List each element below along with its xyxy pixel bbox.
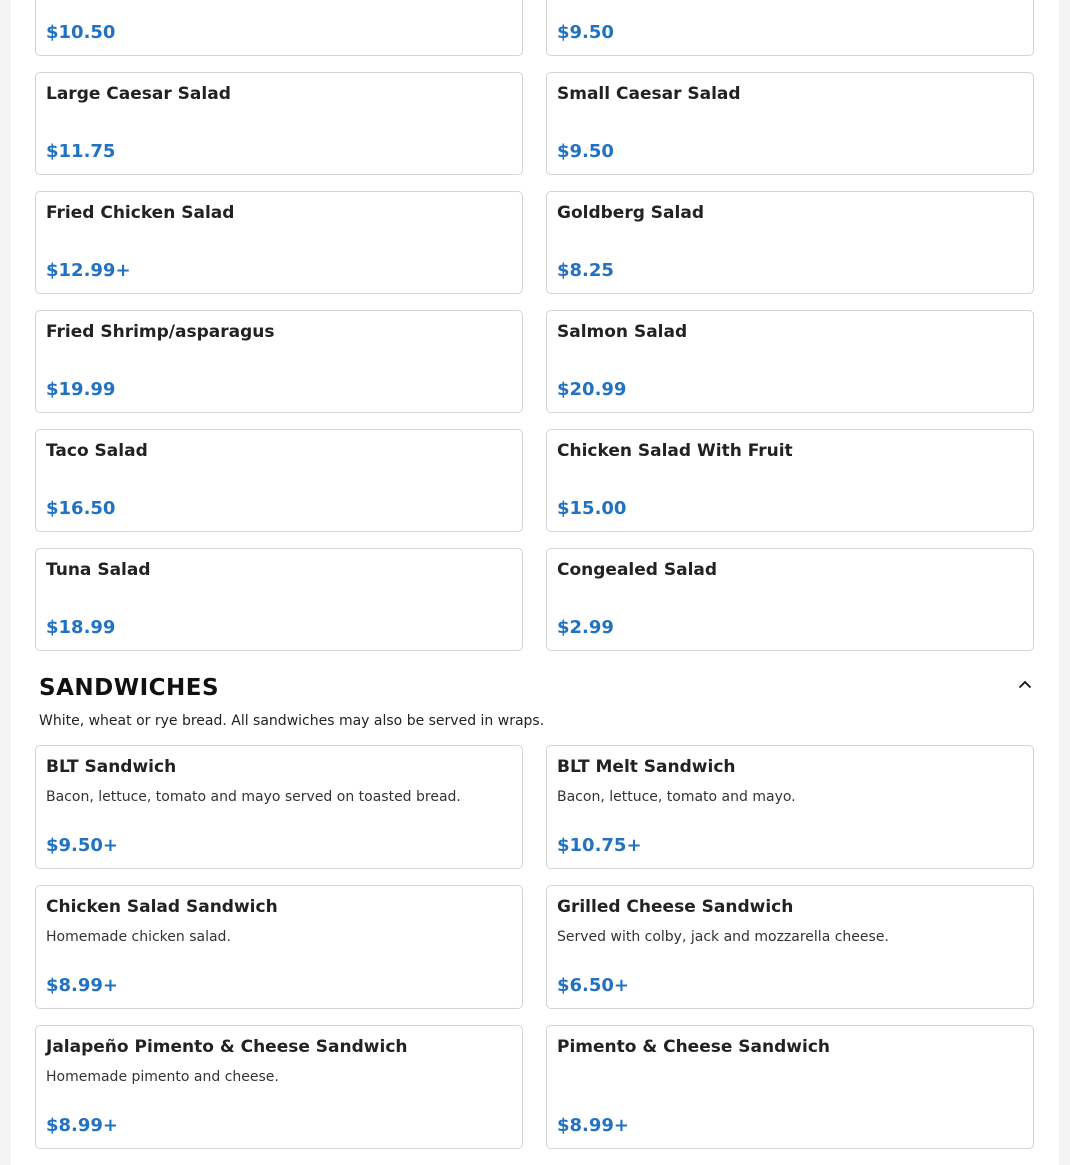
item-name: Chicken Salad With Fruit <box>557 441 793 461</box>
menu-page <box>11 0 1059 1165</box>
item-price: $16.50 <box>46 498 116 519</box>
item-name: Goldberg Salad <box>557 203 704 223</box>
item-price: $6.50+ <box>557 975 630 996</box>
item-name: BLT Melt Sandwich <box>557 757 736 777</box>
item-name: Small Caesar Salad <box>557 84 741 104</box>
item-price: $8.99+ <box>46 975 119 996</box>
menu-item-card[interactable] <box>546 429 1034 532</box>
item-name: Large Caesar Salad <box>46 84 231 104</box>
menu-item-card[interactable] <box>546 745 1034 869</box>
section-description: White, wheat or rye bread. All sandwiches may also be served in wraps. <box>39 713 545 729</box>
menu-item-card[interactable] <box>546 885 1034 1009</box>
menu-item-card[interactable] <box>35 429 523 532</box>
menu-item-card[interactable] <box>546 1025 1034 1149</box>
item-name: Congealed Salad <box>557 560 718 580</box>
item-name: Tuna Salad <box>46 560 151 580</box>
item-price: $10.50 <box>46 22 116 43</box>
menu-item-card[interactable] <box>35 885 523 1009</box>
item-price: $2.99 <box>557 617 614 638</box>
menu-item-card[interactable] <box>35 0 523 56</box>
item-name: Taco Salad <box>46 441 148 461</box>
item-price: $8.99+ <box>557 1115 630 1136</box>
item-name: Fried Shrimp/asparagus <box>46 322 275 342</box>
menu-item-card[interactable] <box>35 310 523 413</box>
item-name: Pimento & Cheese Sandwich <box>557 1037 831 1057</box>
item-name: Fried Chicken Salad <box>46 203 235 223</box>
item-price: $8.25 <box>557 260 614 281</box>
menu-item-card[interactable] <box>35 72 523 175</box>
collapse-section-button[interactable] <box>1011 672 1039 696</box>
menu-item-card[interactable] <box>35 191 523 294</box>
item-name: Jalapeño Pimento & Cheese Sandwich <box>46 1037 408 1057</box>
item-price: $9.50 <box>557 22 614 43</box>
item-price: $15.00 <box>557 498 627 519</box>
item-price: $11.75 <box>46 141 116 162</box>
item-name: Chicken Salad Sandwich <box>46 897 278 917</box>
item-description: Served with colby, jack and mozzarella cheese. <box>557 929 889 945</box>
item-description: Bacon, lettuce, tomato and mayo. <box>557 789 796 805</box>
salads-grid <box>35 0 1034 651</box>
item-description: Homemade chicken salad. <box>46 929 231 945</box>
item-price: $18.99 <box>46 617 116 638</box>
item-price: $19.99 <box>46 379 116 400</box>
menu-item-card[interactable] <box>35 745 523 869</box>
item-price: $20.99 <box>557 379 627 400</box>
item-price: $8.99+ <box>46 1115 119 1136</box>
item-name: BLT Sandwich <box>46 757 177 777</box>
item-description: Homemade pimento and cheese. <box>46 1069 279 1085</box>
sandwiches-grid <box>35 745 1034 1149</box>
section-title: SANDWICHES <box>39 675 220 701</box>
menu-item-card[interactable] <box>546 0 1034 56</box>
chevron-up-icon <box>1018 680 1032 689</box>
menu-item-card[interactable] <box>546 191 1034 294</box>
menu-item-card[interactable] <box>35 1025 523 1149</box>
item-price: $10.75+ <box>557 835 642 856</box>
item-name: Salmon Salad <box>557 322 688 342</box>
item-name: Grilled Cheese Sandwich <box>557 897 794 917</box>
menu-item-card[interactable] <box>546 72 1034 175</box>
item-price: $12.99+ <box>46 260 131 281</box>
item-price: $9.50+ <box>46 835 119 856</box>
menu-item-card[interactable] <box>546 310 1034 413</box>
item-price: $9.50 <box>557 141 614 162</box>
item-description: Bacon, lettuce, tomato and mayo served on toasted bread. <box>46 789 461 805</box>
menu-item-card[interactable] <box>35 548 523 651</box>
menu-item-card[interactable] <box>546 548 1034 651</box>
